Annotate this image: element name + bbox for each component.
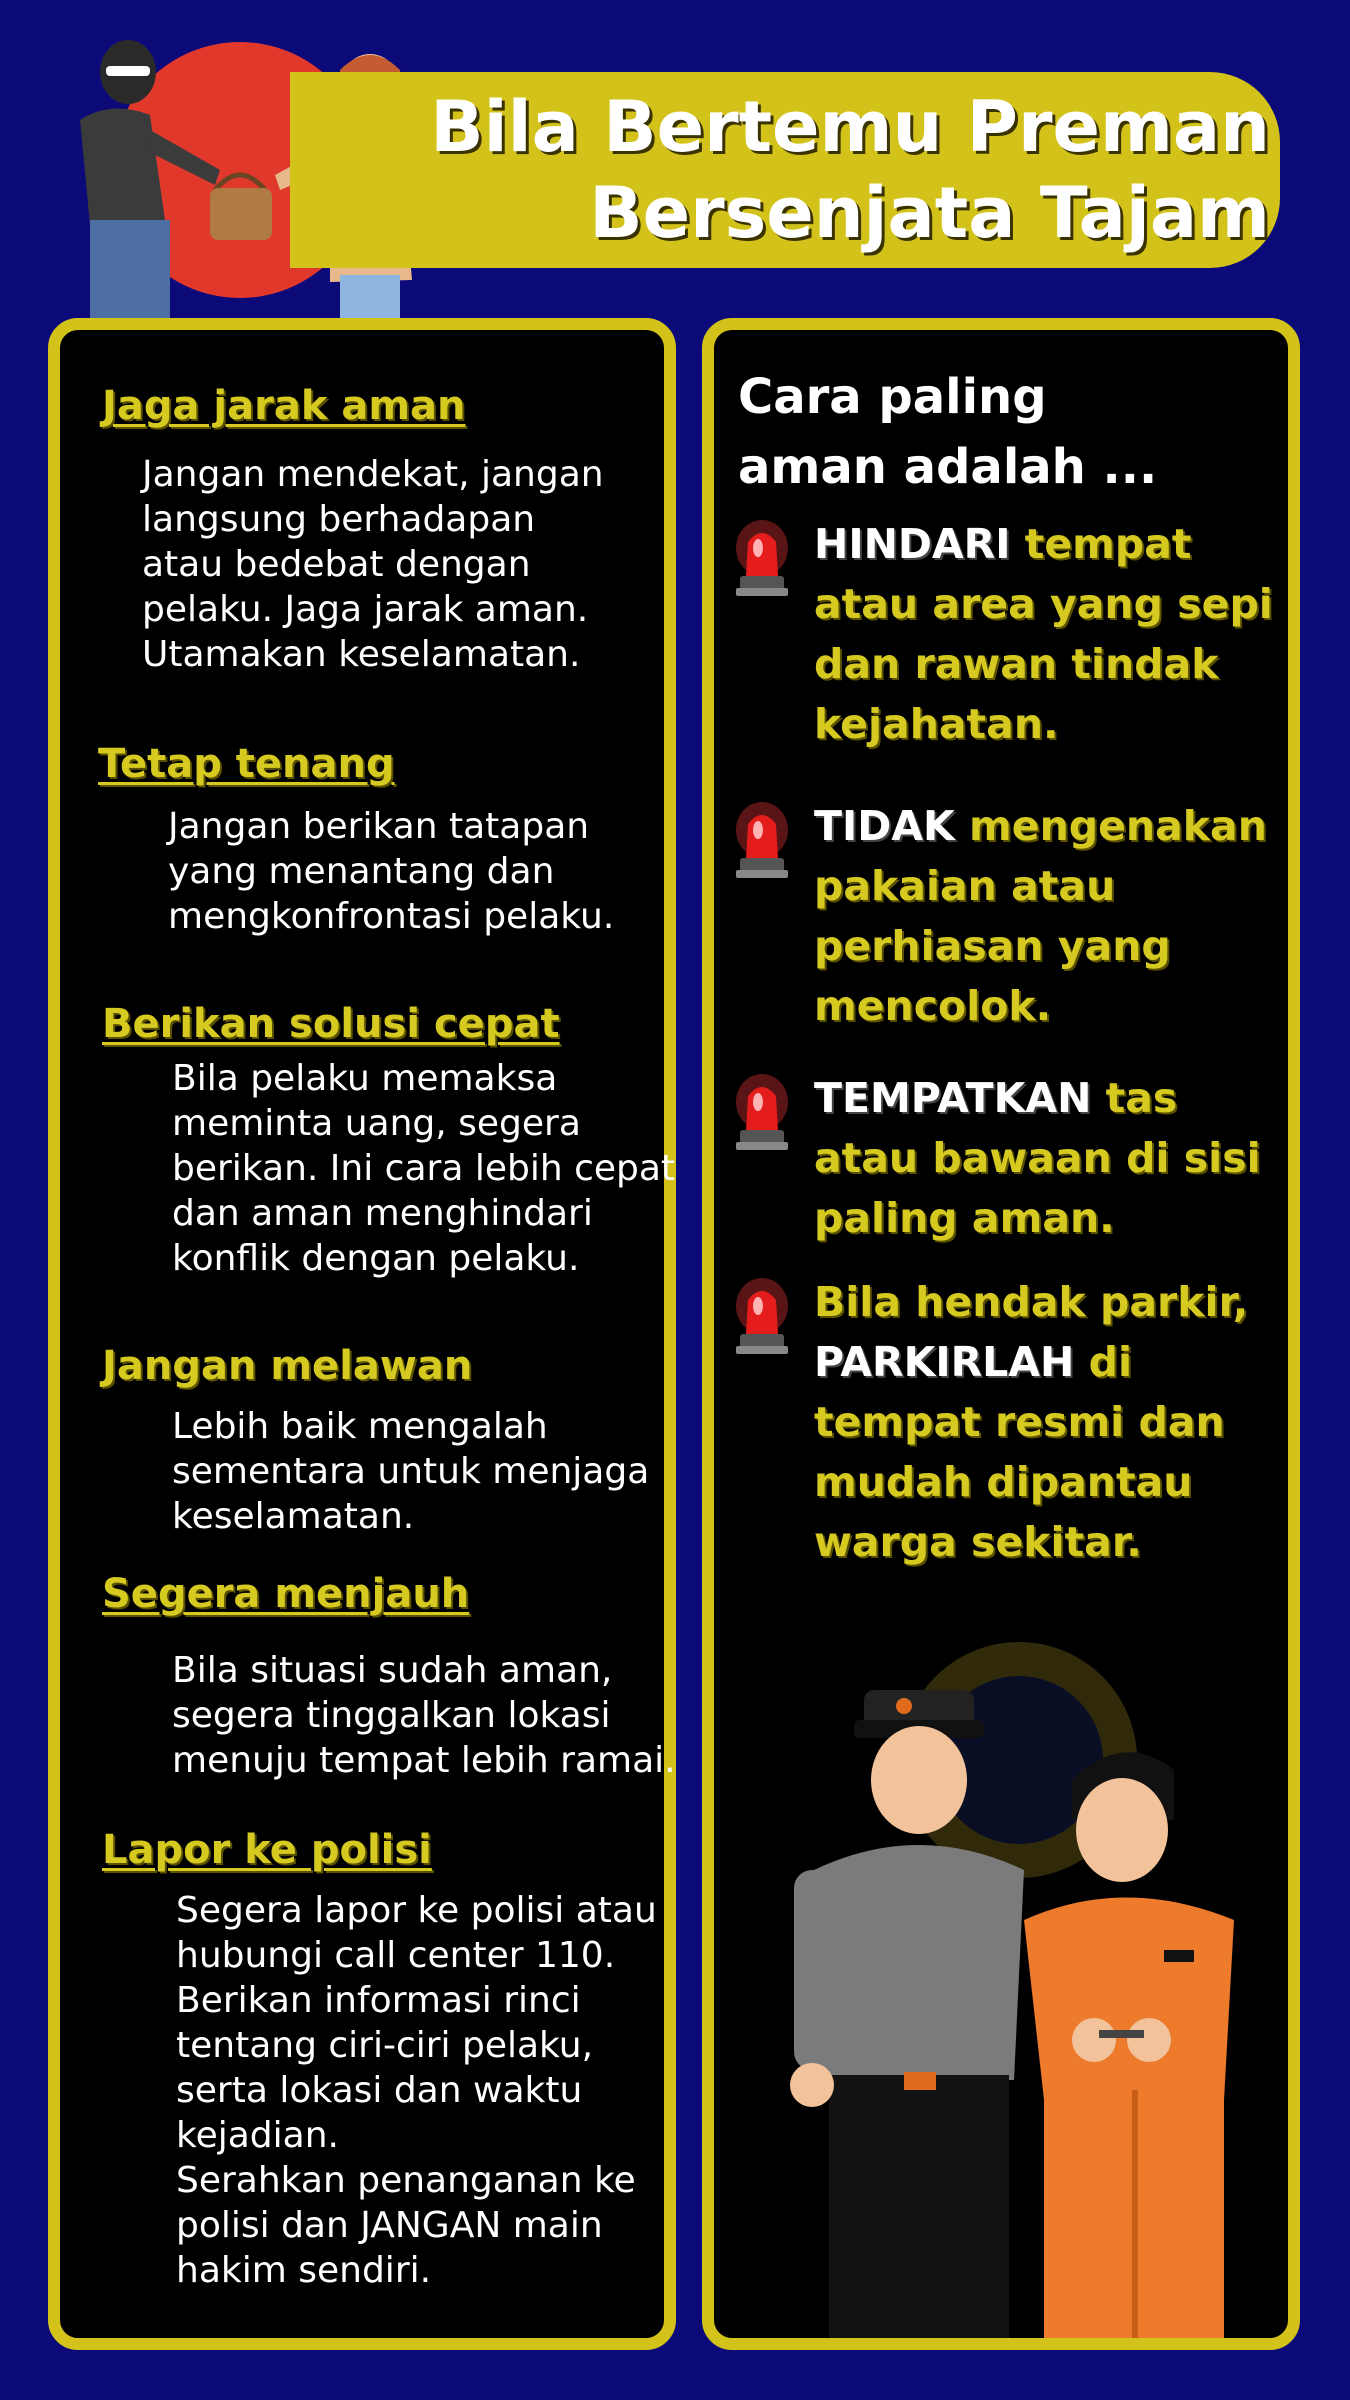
rule-keyword: TIDAK [814,802,955,850]
rule-text [814,514,1284,754]
page-title [370,84,1270,256]
tip-body: Bila situasi sudah aman, segera tinggalkan lokasi menuju tempat lebih ramai. [172,1650,676,1781]
rule-description: tas atau bawaan di sisi paling aman. [814,1074,1261,1242]
rule-description: tempat atau area yang sepi dan rawan tindak kejahatan. [814,520,1273,748]
tip-body: Jangan berikan tatapan yang menantang dan mengkonfrontasi pelaku. [168,806,615,937]
tip-title: Jangan melawan [102,1343,473,1389]
tips-panel [48,318,676,2350]
rule-keyword: PARKIRLAH [814,1338,1075,1386]
tip-title: Jaga jarak aman [102,383,466,429]
title-line-1: Bila Bertemu Preman [430,86,1270,168]
rule-text [814,1272,1284,1572]
siren-icon [734,1072,790,1152]
tip-title: Lapor ke polisi [102,1827,432,1873]
tip-title: Segera menjauh [102,1571,470,1617]
tip-body: Bila pelaku memaksa meminta uang, segera berikan. Ini cara lebih cepat dan aman menghindari konflik dengan pelaku. [172,1058,676,1279]
rule-keyword: TEMPATKAN [814,1074,1092,1122]
safety-panel [702,318,1300,2350]
rule-prefix: Bila hendak parkir, [814,1278,1249,1326]
tip-body: Lebih baik mengalah sementara untuk menjaga keselamatan. [172,1406,650,1537]
siren-icon [734,1276,790,1356]
rule-keyword: HINDARI [814,520,1011,568]
rule-description: mengenakan pakaian atau perhiasan yang mencolok. [814,802,1267,1030]
rule-description: di tempat resmi dan mudah dipantau warga sekitar. [814,1338,1225,1566]
tip-title: Tetap tenang [98,741,395,787]
police-prisoner-illustration [754,1620,1300,2350]
tip-title: Berikan solusi cepat [102,1001,560,1047]
title-line-2: Bersenjata Tajam [589,172,1270,254]
rule-text [814,1068,1284,1248]
tip-body: Segera lapor ke polisi atau hubungi call center 110. Berikan informasi rinci tentang ciri-ciri pelaku, serta lokasi dan waktu kejadian. Serahkan penanganan ke polisi dan JANGAN main hakim sendiri. [176,1890,657,2291]
siren-icon [734,518,790,598]
siren-icon [734,800,790,880]
tip-body: Jangan mendekat, jangan langsung berhadapan atau bedebat dengan pelaku. Jaga jarak aman. Utamakan keselamatan. [142,454,604,675]
rule-text [814,796,1284,1036]
safety-heading: Cara paling aman adalah ... [738,369,1158,495]
